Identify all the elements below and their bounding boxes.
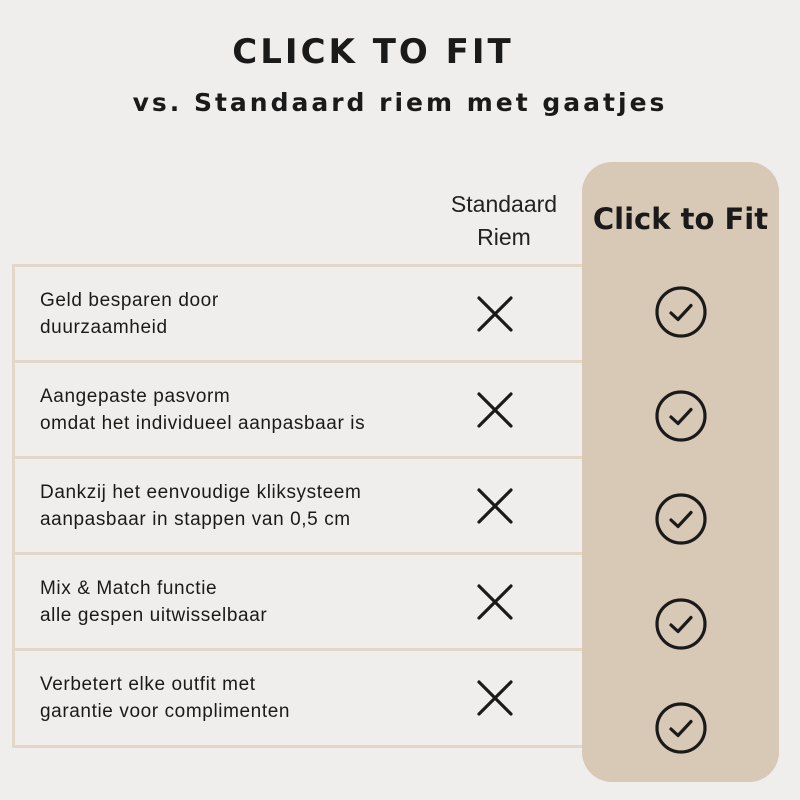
table-row (12, 360, 582, 456)
row-label-line1: Verbetert elke outfit met (40, 674, 256, 695)
row-label (40, 575, 267, 629)
row-label-line1: Aangepaste pasvorm (40, 385, 231, 407)
cross-icon (475, 678, 515, 718)
row-label-line1: Geld besparen door (40, 289, 219, 311)
page-subtitle: vs. Standaard riem met gaatjes (132, 88, 668, 117)
row-label (40, 383, 365, 437)
cross-icon (475, 294, 515, 334)
column-header-click-to-fit: Click to Fit (592, 202, 769, 236)
table-row (12, 552, 582, 648)
column-header-standard (428, 188, 580, 254)
row-label-line1: Mix & Match functie (40, 577, 218, 599)
cross-icon (475, 582, 515, 622)
row-label (40, 671, 290, 725)
row-label-line2: aanpasbaar in stappen van 0,5 cm (40, 508, 351, 530)
row-label-line2: alle gespen uitwisselbaar (40, 604, 268, 626)
row-label-line2: garantie voor complimenten (40, 701, 291, 722)
check-circle-icon (653, 596, 709, 652)
check-circle-icon (653, 284, 709, 340)
table-row (12, 456, 582, 552)
check-circle-icon (653, 700, 709, 756)
comparison-table (12, 264, 582, 748)
cross-icon (475, 390, 515, 430)
check-circle-icon (653, 388, 709, 444)
row-label-line2: duurzaamheid (40, 316, 168, 338)
row-label (40, 287, 219, 341)
cross-icon (475, 486, 515, 526)
check-circle-icon (653, 491, 709, 547)
page-title: CLICK TO FIT (232, 32, 514, 72)
table-row (12, 264, 582, 360)
row-label-line1: Dankzij het eenvoudige kliksysteem (40, 481, 362, 503)
row-label (40, 479, 361, 533)
column-header-standard-line1: Standaard (450, 191, 558, 217)
table-row (12, 648, 582, 748)
row-label-line2: omdat het individueel aanpasbaar is (40, 412, 366, 434)
column-header-standard-line2: Riem (477, 224, 531, 250)
click-to-fit-column-background (582, 162, 779, 782)
